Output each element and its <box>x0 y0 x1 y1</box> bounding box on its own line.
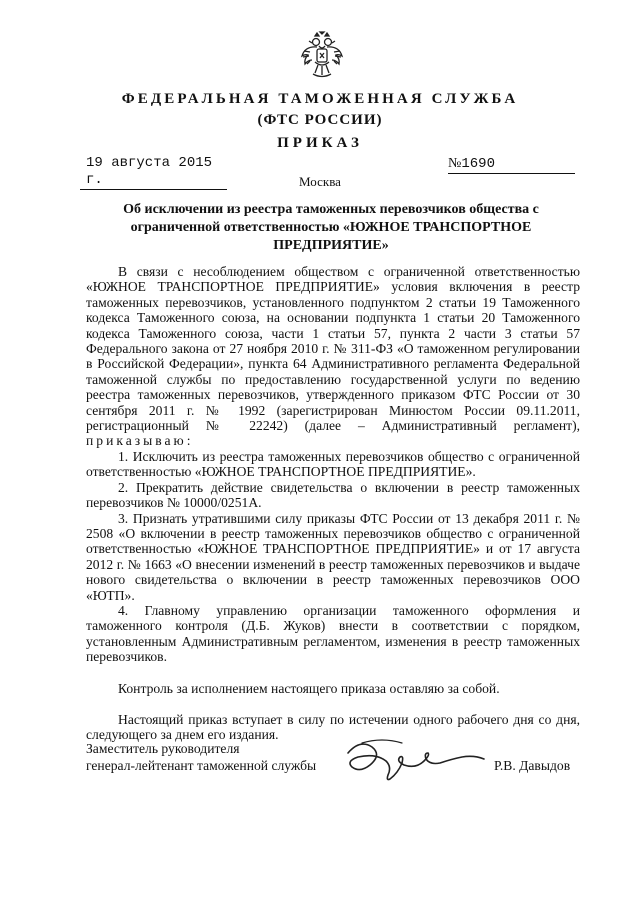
signatory-title-line-1: Заместитель руководителя <box>86 741 240 756</box>
order-date: 19 августа 2015 г. <box>80 155 227 190</box>
agency-name: ФЕДЕРАЛЬНАЯ ТАМОЖЕННАЯ СЛУЖБА <box>121 91 519 107</box>
control-paragraph: Контроль за исполнением настоящего приказа оставляю за собой. <box>118 680 500 696</box>
city: Москва <box>299 174 341 189</box>
document-title: Об исключении из реестра таможенных перевозчиков общества с ограниченной ответственностью «ЮЖНОЕ ТРАНСПОРТНОЕ ПРЕДПРИЯТИЕ» <box>123 202 539 253</box>
preamble-text: В связи с несоблюдением обществом с ограниченной ответственностью «ЮЖНОЕ ТРАНСПОРТНОЕ ПРЕДПРИЯТИЕ» условия включения в реестр таможенных перевозчиков, установленного подпунктом 2 статьи 19 Таможенного кодекса Таможенного союза, на основании подпункта 1 статьи 20 Таможенного кодекса Таможенного союза, части 1 статьи 57, пункта 2 части 3 статьи 57 Федерального закона от 27 ноября 2010 г. № 311-ФЗ «О таможенном регулировании в Российской Федерации», пункта 64 Административного регламента Федеральной таможенной службы по предоставлению государственной услуги по ведению реестра таможенных перевозчиков, утвержденного приказом ФТС России от 30 сентября 2011 г. № 1992 (зарегистрирован Минюстом России 09.11.2011, регистрационный № 22242) (далее – Административный регламент), <box>86 264 580 434</box>
double-headed-eagle-emblem <box>299 30 345 82</box>
order-item-4: 4. Главному управлению организации таможенного оформления и таможенного контроля (Д.Б. Жуков) внести в соответствии с порядком, установленным Административным регламентом, изменения в реестр таможенных перевозчиков. <box>86 602 580 665</box>
handwritten-signature <box>342 735 492 785</box>
signatory-name: Р.В. Давыдов <box>494 758 571 773</box>
document-type: ПРИКАЗ <box>277 135 363 151</box>
order-item-3: 3. Признать утратившими силу приказы ФТС России от 13 декабря 2011 г. № 2508 «О включении в реестр таможенных перевозчиков общество с ограниченной ответственностью «ЮЖНОЕ ТРАНСПОРТНОЕ ПРЕДПРИЯТИЕ» и от 17 августа 2012 г. № 1663 «О внесении изменений в реестр таможенных перевозчиков и выдаче нового свидетельства о включении в реестр таможенных перевозчиков ООО «ЮТП». <box>86 510 580 603</box>
number-value: 1690 <box>461 156 495 172</box>
effective-paragraph: Настоящий приказ вступает в силу по истечении одного рабочего дня со дня, следующего за днем его издания. <box>86 711 580 743</box>
signatory-title-line-2: генерал-лейтенант таможенной службы <box>86 758 317 773</box>
order-word: приказываю: <box>86 433 194 449</box>
preamble-paragraph <box>86 264 580 449</box>
number-sign: № <box>448 156 462 171</box>
signatory-title <box>86 740 316 774</box>
order-number <box>448 155 575 174</box>
agency-abbreviation: (ФТС РОССИИ) <box>257 112 383 128</box>
document-body <box>86 264 580 743</box>
order-item-1: 1. Исключить из реестра таможенных перевозчиков общество с ограниченной ответственностью «ЮЖНОЕ ТРАНСПОРТНОЕ ПРЕДПРИЯТИЕ». <box>86 448 580 480</box>
order-item-2: 2. Прекратить действие свидетельства о включении в реестр таможенных перевозчиков № 10000/0251А. <box>86 479 580 511</box>
